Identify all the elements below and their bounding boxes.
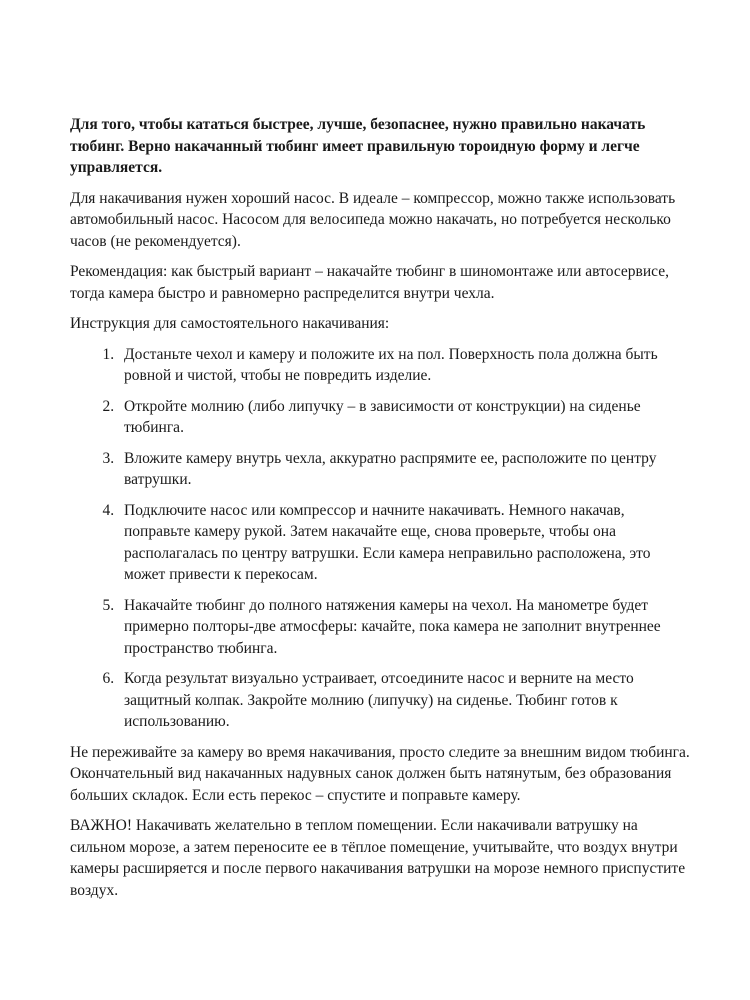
list-item-step-3: 3. Вложите камеру внутрь чехла, аккуратно распрямите ее, расположите по центру ватрушки. — [118, 448, 692, 491]
intro-paragraph: Для того, чтобы кататься быстрее, лучше, безопаснее, нужно правильно накачать тюбинг. Верно накачанный тюбинг имеет правильную тороидную форму и легче управляется. — [70, 116, 646, 176]
pump-paragraph: Для накачивания нужен хороший насос. В идеале – компрессор, можно также использовать автомобильный насос. Насосом для велосипеда можно накачать, но потребуется несколько часов (не рекомендуется). — [70, 189, 676, 250]
list-item-step-4: 4. Подключите насос или компрессор и начните накачивать. Немного накачав, поправьте камеру рукой. Затем накачайте еще, снова проверьте, чтобы она располагалась по центру ватрушки. Если камера неправильно расположена, это может привести к перекосам. — [118, 500, 692, 586]
outro-paragraph: Не переживайте за камеру во время накачивания, просто следите за внешним видом тюбинга. Окончательный вид накачанных надувных санок должен быть натянутым, без образования больших складок. Если есть перекос – спустите и поправьте камеру. — [70, 743, 690, 804]
list-item-step-5: 5. Накачайте тюбинг до полного натяжения камеры на чехол. На манометре будет примерно полторы-две атмосферы: качайте, пока камера не заполнит внутреннее пространство тюбинга. — [118, 595, 692, 660]
list-item-step-2: 2. Откройте молнию (либо липучку – в зависимости от конструкции) на сиденье тюбинга. — [118, 396, 692, 439]
list-item-step-1: 1. Достаньте чехол и камеру и положите их на пол. Поверхность пола должна быть ровной и чистой, чтобы не повредить изделие. — [118, 344, 692, 387]
instructions-list — [70, 344, 692, 733]
document-body — [70, 114, 692, 901]
recommendation-paragraph: Рекомендация: как быстрый вариант – накачайте тюбинг в шиномонтаже или автосервисе, тогда камера быстро и равномерно распределится внутри чехла. — [70, 263, 669, 302]
instructions-heading: Инструкция для самостоятельного накачивания: — [70, 315, 390, 332]
important-paragraph: ВАЖНО! Накачивать желательно в теплом помещении. Если накачивали ватрушку на сильном морозе, а затем переносите ее в тёплое помещение, учитывайте, что воздух внутри камеры расширяется и после первого накачивания ватрушки на морозе немного приспустите воздух. — [70, 817, 686, 899]
list-item-step-6: 6. Когда результат визуально устраивает, отсоедините насос и верните на место защитный колпак. Закройте молнию (липучку) на сиденье. Тюбинг готов к использованию. — [118, 668, 692, 733]
